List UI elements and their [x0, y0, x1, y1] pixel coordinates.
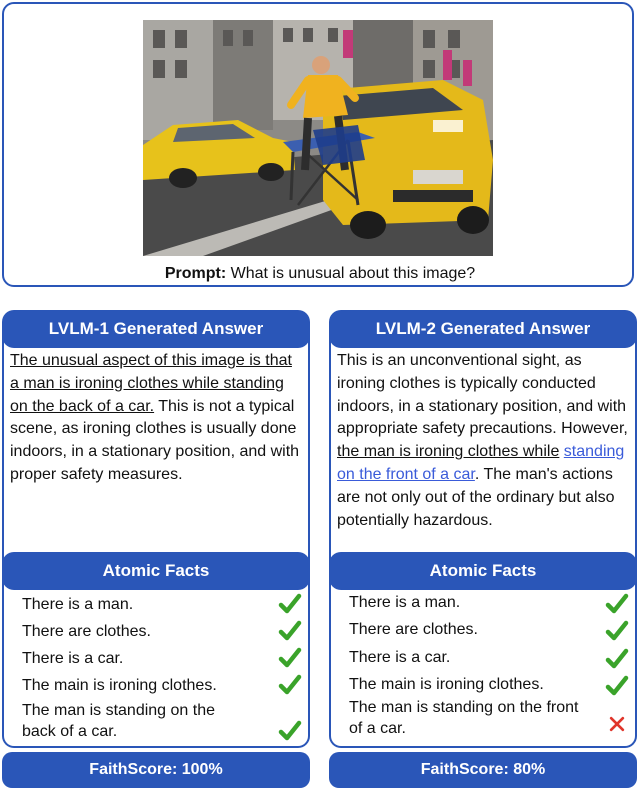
photo-illustration	[143, 20, 493, 256]
lvlm2-answer-intro: This is an unconventional sight, as ironing clothes is typically conducted indoors, in a stationary position, and with appropriate safety precautions. However,	[337, 352, 628, 438]
check-icon	[278, 719, 302, 743]
check-icon	[605, 647, 629, 671]
prompt-label: Prompt:	[164, 265, 227, 282]
street-photo	[143, 20, 493, 256]
lvlm1-fact-2: There are clothes.	[22, 623, 151, 640]
lvlm2-title: LVLM-2 Generated Answer	[329, 310, 637, 348]
lvlm2-fact-5: The man is standing on the front of a car.	[349, 699, 579, 737]
check-icon	[278, 592, 302, 616]
lvlm1-answer	[10, 350, 302, 487]
lvlm1-answer-rest: This is not a typical scene, as ironing clothes is usually done indoors, in a stationary position, and with proper safety measures.	[10, 397, 300, 483]
lvlm1-facts-title: Atomic Facts	[2, 552, 310, 590]
check-icon	[278, 673, 302, 697]
check-icon	[605, 619, 629, 643]
cross-icon	[607, 714, 627, 734]
lvlm2-facts-title: Atomic Facts	[329, 552, 637, 590]
check-icon	[605, 592, 629, 616]
lvlm1-title: LVLM-1 Generated Answer	[2, 310, 310, 348]
lvlm1-score: FaithScore: 100%	[2, 752, 310, 788]
prompt-caption	[0, 264, 640, 284]
lvlm2-fact-1: There is a man.	[349, 594, 461, 611]
lvlm2-fact-4: The main is ironing clothes.	[349, 676, 544, 693]
lvlm1-fact-4: The main is ironing clothes.	[22, 677, 217, 694]
lvlm2-answer-period: .	[474, 465, 480, 483]
lvlm1-fact-5: The man is standing on the back of a car.	[22, 702, 216, 740]
lvlm1-fact-3: There is a car.	[22, 650, 124, 667]
prompt-question: What is unusual about this image?	[230, 265, 476, 282]
lvlm2-answer-rest: The man's actions are not only out of the ordinary but also potentially hazardous.	[337, 465, 615, 529]
lvlm2-fact-2: There are clothes.	[349, 621, 478, 638]
check-icon	[605, 674, 629, 698]
lvlm2-answer-highlight: standing on the front of a car	[337, 443, 625, 483]
check-icon	[278, 646, 302, 670]
check-icon	[278, 619, 302, 643]
lvlm2-fact-3: There is a car.	[349, 649, 451, 666]
lvlm2-answer-underlined: the man is ironing clothes while	[337, 443, 560, 461]
lvlm2-answer	[337, 350, 629, 532]
lvlm1-answer-underlined: The unusual aspect of this image is that a man is ironing clothes while standing on the back of a car.	[10, 352, 292, 415]
lvlm2-score: FaithScore: 80%	[329, 752, 637, 788]
lvlm1-fact-1: There is a man.	[22, 596, 134, 613]
